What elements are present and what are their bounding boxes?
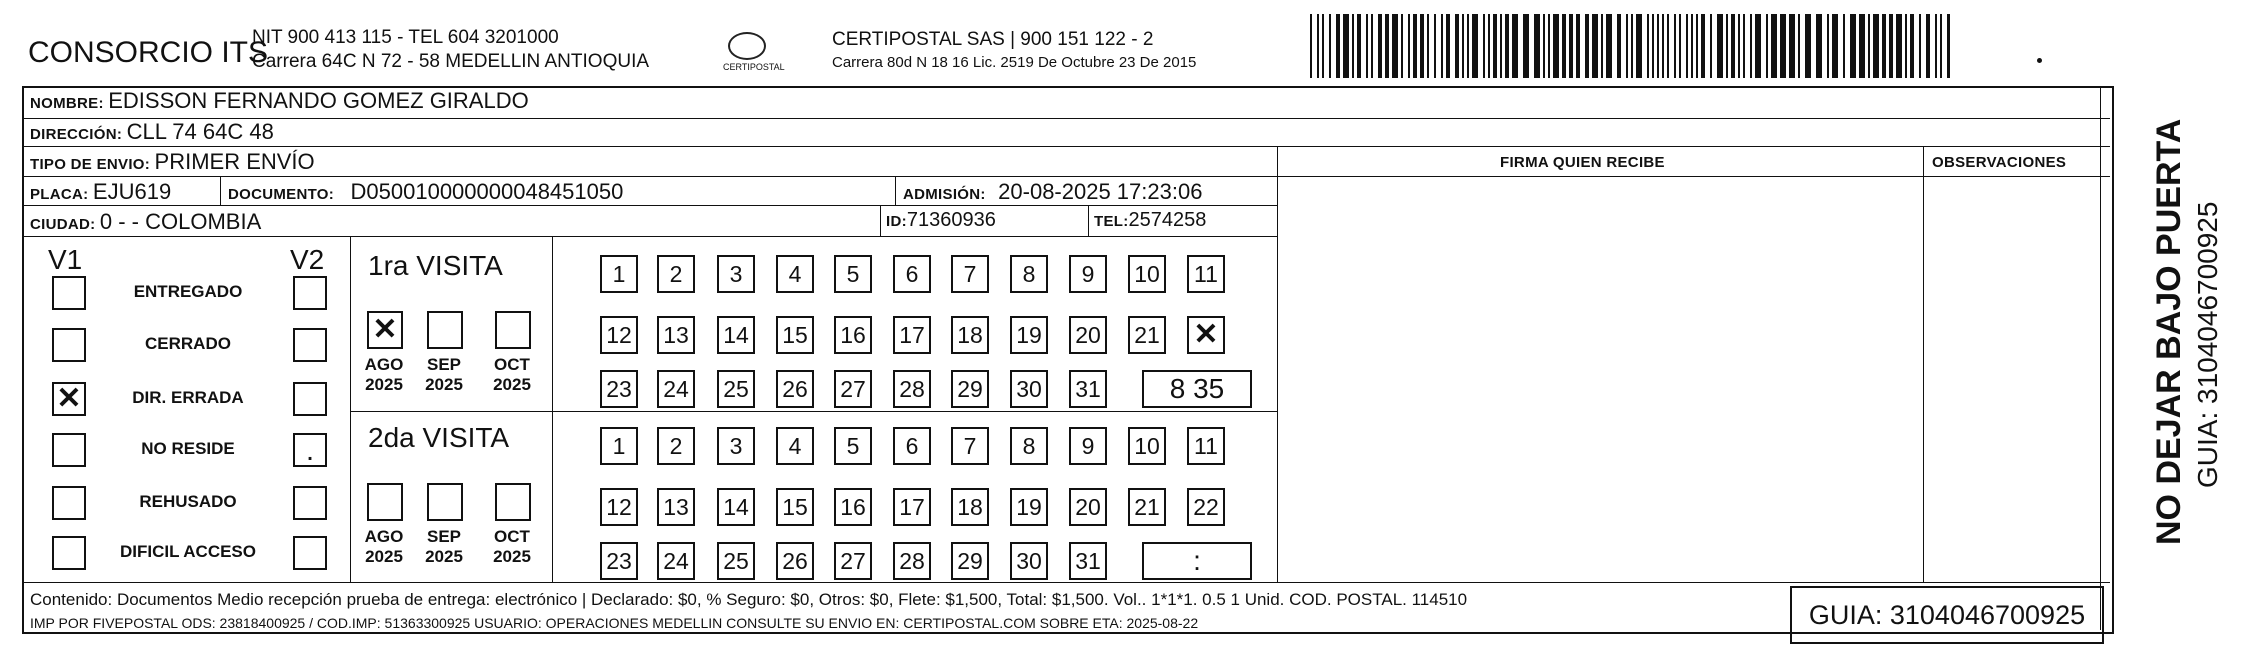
status-label: REHUSADO [139,492,237,511]
documento-value: D050010000000048451050 [350,179,624,204]
day-box[interactable]: 20 [1069,488,1107,526]
barcode-bar [1652,14,1654,78]
month-name: SEP [426,527,462,546]
id-value: 71360936 [906,209,996,231]
day-box[interactable]: 27 [834,370,872,408]
tel-field [1094,209,1206,232]
barcode-bar [1674,14,1676,78]
day-box[interactable]: 3 [717,427,755,465]
barcode-bar [1408,14,1410,78]
day-box[interactable]: 10 [1128,255,1166,293]
barcode-bar [1592,14,1598,78]
barcode-bar [1743,14,1745,78]
time-box[interactable]: : [1142,542,1252,580]
barcode-bar [1569,14,1573,78]
day-box[interactable]: 12 [600,488,638,526]
barcode-bar [1726,14,1728,78]
barcode-bar [1750,14,1752,78]
status-label: ENTREGADO [133,282,243,301]
id-label: ID: [886,213,907,230]
barcode-bar [1606,14,1612,78]
visit-title: 1ra VISITA [368,250,503,281]
day-box[interactable]: 16 [834,316,872,354]
barcode-bar [1562,14,1566,78]
certipostal-logo-icon [728,32,766,60]
barcode-bar [1691,14,1693,78]
v1-checkbox[interactable] [52,433,86,467]
barcode-bar [1548,14,1550,78]
status-label: NO RESIDE [141,439,235,458]
placa-field [30,179,171,205]
barcode-bar [1686,14,1688,78]
day-box[interactable]: 26 [776,542,814,580]
barcode-bar [1523,14,1529,78]
side-guia-number: GUIA: 3104046700925 [2192,201,2223,488]
row-divider [22,176,2110,177]
month-label [487,527,537,567]
barcode-bar [1601,14,1603,78]
admision-field [903,179,1202,205]
barcode-bar [1696,14,1698,78]
day-box[interactable]: 2 [657,255,695,293]
day-box[interactable]: 3 [717,255,755,293]
barcode-bar [1413,14,1417,78]
col-divider [895,176,896,206]
col-divider [2100,86,2101,630]
day-box[interactable]: 16 [834,488,872,526]
documento-field [228,179,623,205]
barcode-bar [1366,14,1368,78]
barcode-bar [1905,14,1907,78]
day-box[interactable]: 14 [717,316,755,354]
barcode-bar [1427,14,1429,78]
day-box[interactable]: 21 [1128,316,1166,354]
day-box[interactable]: 19 [1010,488,1048,526]
day-box[interactable]: 15 [776,316,814,354]
observaciones-label: OBSERVACIONES [1932,154,2067,171]
row-divider [22,582,2110,583]
barcode-bar [1462,14,1464,78]
ciudad-value: 0 - - COLOMBIA [99,209,262,234]
month-year: 2025 [425,375,463,394]
day-box[interactable]: 9 [1069,255,1107,293]
barcode-bar [1868,14,1870,78]
brand-name: CONSORCIO ITS [28,36,269,69]
day-box[interactable]: 31 [1069,542,1107,580]
status-label: CERRADO [145,334,231,353]
tipo-envio-value: PRIMER ENVÍO [154,149,315,174]
day-box[interactable]: 10 [1128,427,1166,465]
barcode-bar [1310,14,1312,78]
v2-checkbox[interactable] [293,486,327,520]
ciudad-field [30,209,261,235]
carrier-info [832,28,1196,74]
day-box[interactable]: 28 [893,370,931,408]
barcode-bar [1926,14,1930,78]
day-box[interactable]: 24 [657,370,695,408]
month-year: 2025 [493,547,531,566]
day-box[interactable]: 15 [776,488,814,526]
firma-label: FIRMA QUIEN RECIBE [1500,154,1665,171]
barcode-bar [1534,14,1540,78]
day-box[interactable]: 28 [893,542,931,580]
id-field [886,209,996,232]
barcode-bar [1731,14,1735,78]
month-name: SEP [426,355,462,374]
barcode-bar [1505,14,1509,78]
day-box[interactable]: 13 [657,488,695,526]
v2-checkbox[interactable] [293,433,327,467]
v2-checkbox[interactable] [293,536,327,570]
day-box[interactable]: 1 [600,427,638,465]
day-box[interactable]: 1 [600,255,638,293]
barcode-bar [1371,14,1373,78]
barcode-bar [1576,14,1580,78]
barcode-bar [1935,14,1937,78]
col-divider [1088,205,1089,236]
barcode-bar [1488,14,1490,78]
barcode-bar [1441,14,1443,78]
day-box[interactable]: 20 [1069,316,1107,354]
barcode-bar [1553,14,1559,78]
v1-heading: V1 [48,244,83,275]
col-divider [880,205,881,236]
month-label [359,527,409,567]
barcode-bar [1636,14,1642,78]
day-box[interactable]: 18 [951,488,989,526]
dot-mark [2037,58,2042,63]
day-box[interactable]: 5 [834,427,872,465]
status-label: DIR. ERRADA [132,388,244,407]
barcode-bar [1859,14,1865,78]
barcode-bar [1717,14,1723,78]
month-year: 2025 [365,547,403,566]
barcode-bar [1329,14,1331,78]
month-year: 2025 [425,547,463,566]
status-label: DIFICIL ACCESO [119,542,256,561]
col-divider [1277,146,1278,582]
v1-checkbox[interactable] [52,276,86,310]
barcode-bar [1631,14,1633,78]
barcode-bar [1789,14,1795,78]
contents-line: Contenido: Documentos Medio recepción prueba de entrega: electrónico | Declarado: $0, % Seguro: $0, Otros: $0, Flete: $1,500, Total: $1,500. Vol.. 1*1*1. 0.5 1 Unid. COD. POSTAL. 114510 [30,590,1468,609]
barcode-bar [1378,14,1382,78]
admision-value: 20-08-2025 17:23:06 [998,179,1203,204]
nombre-label: NOMBRE: [30,95,104,112]
row-divider [22,146,2110,147]
day-box[interactable]: 19 [1010,316,1048,354]
documento-label: DOCUMENTO: [228,186,335,203]
company-info [252,26,649,74]
barcode-bar [1343,14,1349,78]
day-box[interactable]: 18 [951,316,989,354]
barcode-bar [1512,14,1518,78]
barcode-bar [1657,14,1659,78]
day-box[interactable]: 8 [1010,427,1048,465]
barcode-bar [1889,14,1893,78]
barcode-bar [1662,14,1664,78]
admision-label: ADMISIÓN: [903,186,986,203]
print-info-line: IMP POR FIVEPOSTAL ODS: 23818400925 / COD.IMP: 51363300925 USUARIO: OPERACIONES MEDELLIN CONSULTE SU ENVIO EN: CERTIPOSTAL.COM SOBRE ETA: 2025-08-22 [30,615,1199,631]
barcode-bar [1392,14,1398,78]
day-box[interactable]: 26 [776,370,814,408]
day-box[interactable]: 6 [893,255,931,293]
barcode-bar [1843,14,1845,78]
barcode-bar [1455,14,1459,78]
barcode-bar [1667,14,1669,78]
placa-label: PLACA: [30,186,89,203]
day-box[interactable]: 14 [717,488,755,526]
row-divider [350,411,1277,412]
v1-checkbox[interactable] [52,486,86,520]
barcode-bar [1585,14,1589,78]
barcode-bar [1679,14,1681,78]
day-box[interactable]: 21 [1128,488,1166,526]
month-checkbox[interactable] [495,483,531,521]
barcode-bar [1472,14,1478,78]
direccion-value: CLL 74 64C 48 [126,119,274,144]
month-label [419,527,469,567]
barcode-bar [1832,14,1838,78]
day-box[interactable]: 23 [600,542,638,580]
tel-value: 2574258 [1128,209,1207,231]
check-mark-icon: ✕ [372,313,398,346]
barcode-bar [1446,14,1450,78]
col-divider [220,176,221,206]
day-box[interactable]: 5 [834,255,872,293]
carrier-sub: Carrera 80d N 18 16 Lic. 2519 De Octubre 23 De 2015 [832,54,1197,71]
v2-checkbox[interactable] [293,328,327,362]
v2-checkbox[interactable] [293,276,327,310]
nombre-field [30,88,529,114]
month-label [419,355,469,395]
month-checkbox[interactable] [427,311,463,349]
tel-label: TEL: [1094,213,1129,230]
barcode-bar [1919,14,1921,78]
v2-checkbox[interactable] [293,382,327,416]
barcode-bar [1352,14,1354,78]
nombre-value: EDISSON FERNANDO GOMEZ GIRALDO [108,88,529,113]
barcode-bar [1647,14,1649,78]
barcode-bar [1882,14,1886,78]
month-name: OCT [494,527,530,546]
col-divider [350,236,351,582]
day-box[interactable]: 25 [717,370,755,408]
barcode-bar [1850,14,1856,78]
day-box[interactable]: 13 [657,316,695,354]
day-box[interactable]: 6 [893,427,931,465]
month-year: 2025 [365,375,403,394]
day-box[interactable] [1187,316,1225,354]
barcode-bar [1467,14,1469,78]
barcode-bar [1385,14,1389,78]
v1-checkbox[interactable] [52,382,86,416]
day-box[interactable]: 29 [951,370,989,408]
guia-number-box: GUIA: 3104046700925 [1790,586,2104,644]
direccion-label: DIRECCIÓN: [30,126,123,143]
day-box[interactable]: 9 [1069,427,1107,465]
day-box[interactable]: 4 [776,427,814,465]
time-box[interactable]: 8 35 [1142,370,1252,408]
day-box[interactable]: 12 [600,316,638,354]
barcode-bar [1420,14,1424,78]
no-dejar-bajo-puerta-text: NO DEJAR BAJO PUERTA [2150,118,2188,545]
barcode-bar [1827,14,1829,78]
barcode-bar [1816,14,1822,78]
month-name: AGO [364,527,404,546]
month-name: AGO [364,355,404,374]
barcode-icon [1310,14,1950,78]
barcode-bar [1401,14,1403,78]
day-box[interactable]: 7 [951,255,989,293]
barcode-bar [1500,14,1502,78]
day-box[interactable]: 7 [951,427,989,465]
day-box[interactable]: 30 [1010,370,1048,408]
logo-caption: CERTIPOSTAL [723,62,785,72]
row-divider [22,118,2110,119]
barcode-bar [1626,14,1628,78]
day-box[interactable]: 27 [834,542,872,580]
col-divider [1923,146,1924,582]
v1-checkbox[interactable] [52,536,86,570]
day-box[interactable]: 11 [1187,427,1225,465]
day-box[interactable]: 22 [1187,488,1225,526]
day-box[interactable]: 8 [1010,255,1048,293]
month-label [487,355,537,395]
tipo-envio-label: TIPO DE ENVIO: [30,156,151,173]
placa-value: EJU619 [92,179,172,204]
barcode-bar [1755,14,1761,78]
barcode-bar [1947,14,1950,78]
address-line: Carrera 64C N 72 - 58 MEDELLIN ANTIOQUIA [252,51,650,72]
barcode-bar [1617,14,1621,78]
barcode-bar [1493,14,1497,78]
delivery-form [22,86,2114,634]
barcode-bar [1317,14,1319,78]
day-box[interactable]: 31 [1069,370,1107,408]
col-divider [552,236,553,582]
barcode-bar [1873,14,1879,78]
barcode-bar [1771,14,1777,78]
check-mark-icon: ✕ [56,382,82,415]
month-label [359,355,409,395]
month-year: 2025 [493,375,531,394]
barcode-bar [1336,14,1340,78]
month-name: OCT [494,355,530,374]
day-box[interactable]: 17 [893,316,931,354]
day-box[interactable]: 4 [776,255,814,293]
day-box[interactable]: 29 [951,542,989,580]
day-box[interactable]: 17 [893,488,931,526]
barcode-bar [1543,14,1545,78]
barcode-bar [1322,14,1324,78]
tipo-envio-field [30,149,315,175]
barcode-bar [1940,14,1942,78]
barcode-bar [1434,14,1436,78]
day-box[interactable]: 23 [600,370,638,408]
barcode-bar [1896,14,1902,78]
nit-line: NIT 900 413 115 - TEL 604 3201000 [252,27,559,48]
barcode-bar [1910,14,1914,78]
month-checkbox[interactable] [367,311,403,349]
v1-checkbox[interactable] [52,328,86,362]
barcode-bar [1798,14,1800,78]
day-box[interactable]: 30 [1010,542,1048,580]
carrier-line: CERTIPOSTAL SAS | 900 151 122 - 2 [832,29,1154,50]
day-box[interactable]: 2 [657,427,695,465]
ciudad-label: CIUDAD: [30,216,96,233]
month-checkbox[interactable] [427,483,463,521]
barcode-bar [1357,14,1361,78]
barcode-bar [1780,14,1786,78]
check-mark-icon: ✕ [1193,318,1219,351]
barcode-bar [1738,14,1740,78]
row-divider [22,236,1277,237]
v2-mark: . [307,443,313,465]
month-checkbox[interactable] [367,483,403,521]
day-box[interactable]: 11 [1187,255,1225,293]
barcode-bar [1483,14,1485,78]
day-box[interactable]: 24 [657,542,695,580]
v2-heading: V2 [290,244,325,275]
month-checkbox[interactable] [495,311,531,349]
barcode-bar [1766,14,1768,78]
barcode-bar [1805,14,1811,78]
day-box[interactable]: 25 [717,542,755,580]
barcode-bar [1701,14,1705,78]
direccion-field [30,119,274,145]
visit-title: 2da VISITA [368,422,510,453]
barcode-bar [1710,14,1712,78]
